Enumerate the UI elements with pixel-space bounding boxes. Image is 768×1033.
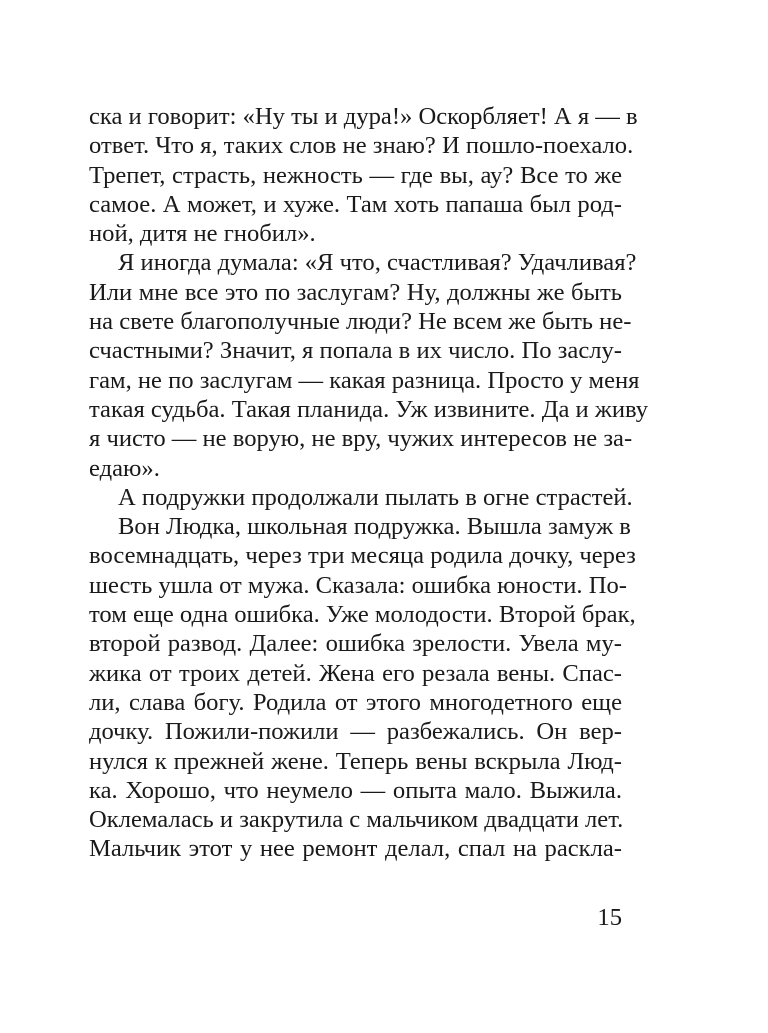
text-line: ответ. Что я, таких слов не знаю? И пошло-поехало. — [89, 132, 634, 160]
text-line: едаю». — [89, 454, 160, 482]
text-line: счастными? Значит, я попала в их число. По заслу- — [89, 337, 622, 365]
text-line: восемнадцать, через три месяца родила дочку, через — [89, 542, 636, 570]
text-line: Мальчик этот у нее ремонт делал, спал на раскла- — [89, 835, 622, 863]
paragraph-3 — [89, 483, 633, 512]
text-line: такая судьба. Такая планида. Уж извините. Да и живу — [89, 395, 649, 423]
text-line: Или мне все это по заслугам? Ну, должны же быть — [89, 278, 622, 306]
text-line: ли, слава богу. Родила от этого многодетного еще — [89, 688, 622, 716]
text-line: на свете благополучные люди? Не всем же быть не- — [89, 308, 632, 336]
text-line: самое. А может, и хуже. Там хоть папаша был род- — [89, 190, 622, 218]
text-line: ной, дитя не гнобил». — [89, 220, 316, 248]
text-line: ка. Хорошо, что неумело — опыта мало. Выжила. — [89, 776, 622, 804]
text-line: А подружки продолжали пылать в огне страстей. — [118, 483, 633, 511]
text-line: я чисто — не ворую, не вру, чужих интересов не за- — [89, 425, 633, 453]
text-line: гам, не по заслугам — какая разница. Просто у меня — [89, 366, 640, 394]
paragraph-1 — [89, 102, 638, 248]
text-line: дочку. Пожили-пожили — разбежались. Он вер- — [89, 718, 622, 746]
page-number: 15 — [597, 904, 622, 931]
paragraph-4 — [89, 512, 636, 864]
text-line: Я иногда думала: «Я что, счастливая? Удачливая? — [118, 249, 637, 277]
text-line: жика от троих детей. Жена его резала вены. Спас- — [89, 659, 622, 687]
paragraph-2 — [89, 248, 649, 482]
text-line: ска и говорит: «Ну ты и дура!» Оскорбляет! А я — в — [89, 103, 638, 130]
text-line: шесть ушла от мужа. Сказала: ошибка юности. По- — [89, 571, 627, 599]
text-line: второй развод. Далее: ошибка зрелости. Увела му- — [89, 630, 622, 658]
text-line: том еще одна ошибка. Уже молодости. Второй брак, — [89, 601, 636, 629]
text-line: Трепет, страсть, нежность — где вы, ау? Все то же — [89, 161, 622, 189]
body-text — [89, 102, 649, 864]
text-line: нулся к прежней жене. Теперь вены вскрыла Люд- — [89, 747, 622, 775]
text-line: Оклемалась и закрутила с мальчиком двадцати лет. — [89, 806, 624, 834]
text-line: Вон Людка, школьная подружка. Вышла замуж в — [118, 513, 631, 541]
